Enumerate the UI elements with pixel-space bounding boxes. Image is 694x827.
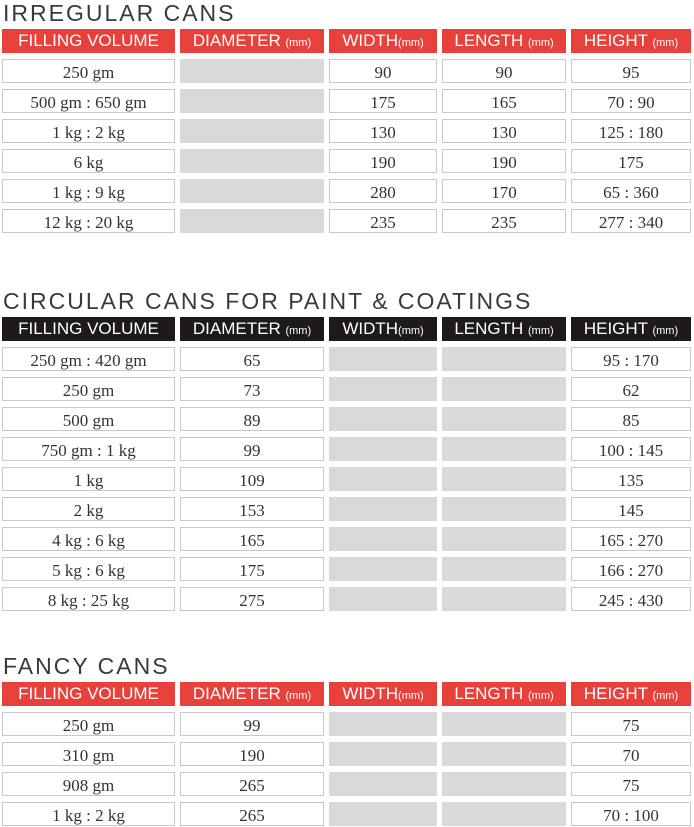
column-header-width	[329, 682, 437, 706]
cell-height: 165 : 270	[571, 527, 691, 551]
cell-height: 75	[571, 772, 691, 796]
cell-width: 190	[329, 149, 437, 173]
column-header-diameter	[180, 29, 324, 53]
cell-width	[329, 772, 437, 796]
column-header-label: DIAMETER	[192, 319, 286, 338]
column-header-unit: (mm)	[652, 690, 679, 702]
cell-diameter: 89	[180, 407, 324, 431]
column-header-filling-volume	[2, 682, 175, 706]
table-row	[0, 59, 694, 83]
column-header-unit: (mm)	[285, 690, 312, 702]
cell-length: 170	[442, 179, 566, 203]
column-header-label: WIDTH	[342, 319, 399, 338]
cell-length	[442, 347, 566, 371]
cell-filling-volume: 500 gm : 650 gm	[2, 89, 175, 113]
column-header-unit: (mm)	[285, 325, 312, 337]
column-header-label: DIAMETER	[192, 684, 286, 703]
cell-width: 280	[329, 179, 437, 203]
column-header-length	[442, 317, 566, 341]
cell-height: 95	[571, 59, 691, 83]
column-header-label: FILLING VOLUME	[18, 319, 159, 338]
cell-length: 165	[442, 89, 566, 113]
cell-height: 166 : 270	[571, 557, 691, 581]
cell-width: 175	[329, 89, 437, 113]
table-row	[0, 467, 694, 491]
cell-height: 85	[571, 407, 691, 431]
cell-length	[442, 407, 566, 431]
cell-diameter: 165	[180, 527, 324, 551]
table-row	[0, 149, 694, 173]
cell-filling-volume: 250 gm	[2, 59, 175, 83]
cell-diameter: 265	[180, 802, 324, 826]
column-header-width	[329, 29, 437, 53]
cell-diameter	[180, 89, 324, 113]
column-header-label: HEIGHT	[583, 31, 653, 50]
cell-filling-volume: 1 kg	[2, 467, 175, 491]
column-header-label: HEIGHT	[583, 319, 653, 338]
column-header-label: FILLING VOLUME	[18, 684, 159, 703]
cell-width: 90	[329, 59, 437, 83]
table-row	[0, 772, 694, 796]
cell-width	[329, 742, 437, 766]
cell-filling-volume: 1 kg : 2 kg	[2, 119, 175, 143]
cell-diameter: 153	[180, 497, 324, 521]
cell-filling-volume: 6 kg	[2, 149, 175, 173]
cell-length	[442, 527, 566, 551]
cell-length	[442, 587, 566, 611]
table-row	[0, 89, 694, 113]
cell-length	[442, 712, 566, 736]
cell-width: 130	[329, 119, 437, 143]
column-header-label: WIDTH	[342, 31, 399, 50]
cell-length	[442, 377, 566, 401]
cell-length	[442, 742, 566, 766]
cell-length	[442, 772, 566, 796]
table-header-row	[0, 317, 694, 341]
column-header-filling-volume	[2, 317, 175, 341]
section-title: FANCY CANS	[3, 653, 170, 679]
cell-diameter: 99	[180, 712, 324, 736]
column-header-unit: (mm)	[652, 325, 679, 337]
cell-width	[329, 437, 437, 461]
cell-width	[329, 557, 437, 581]
column-header-height	[571, 29, 691, 53]
cell-height: 100 : 145	[571, 437, 691, 461]
cell-width	[329, 347, 437, 371]
cell-width	[329, 377, 437, 401]
cell-width	[329, 527, 437, 551]
cell-diameter	[180, 59, 324, 83]
cell-height: 277 : 340	[571, 209, 691, 233]
cell-diameter: 65	[180, 347, 324, 371]
cell-length: 90	[442, 59, 566, 83]
table-row	[0, 407, 694, 431]
table-row	[0, 179, 694, 203]
column-header-label: WIDTH	[342, 684, 399, 703]
cell-height: 145	[571, 497, 691, 521]
cell-filling-volume: 12 kg : 20 kg	[2, 209, 175, 233]
table-row	[0, 437, 694, 461]
column-header-unit: (mm)	[398, 325, 424, 337]
table-header-row	[0, 682, 694, 706]
cell-height: 175	[571, 149, 691, 173]
cell-diameter	[180, 179, 324, 203]
cell-height: 245 : 430	[571, 587, 691, 611]
cell-diameter: 175	[180, 557, 324, 581]
cell-diameter: 109	[180, 467, 324, 491]
cell-diameter: 265	[180, 772, 324, 796]
column-header-unit: (mm)	[398, 37, 424, 49]
column-header-unit: (mm)	[528, 325, 554, 337]
cell-height: 70 : 100	[571, 802, 691, 826]
cell-filling-volume: 2 kg	[2, 497, 175, 521]
cell-width	[329, 712, 437, 736]
cell-width: 235	[329, 209, 437, 233]
column-header-unit: (mm)	[528, 690, 554, 702]
cell-length: 190	[442, 149, 566, 173]
cell-filling-volume: 250 gm	[2, 377, 175, 401]
table-row	[0, 712, 694, 736]
cell-length: 130	[442, 119, 566, 143]
cell-height: 62	[571, 377, 691, 401]
cell-filling-volume: 500 gm	[2, 407, 175, 431]
cell-filling-volume: 4 kg : 6 kg	[2, 527, 175, 551]
cell-width	[329, 467, 437, 491]
table-row	[0, 119, 694, 143]
cell-length	[442, 557, 566, 581]
cell-height: 135	[571, 467, 691, 491]
cell-width	[329, 497, 437, 521]
cell-diameter: 99	[180, 437, 324, 461]
column-header-height	[571, 682, 691, 706]
column-header-label: LENGTH	[454, 684, 529, 703]
column-header-height	[571, 317, 691, 341]
cell-width	[329, 802, 437, 826]
column-header-label: LENGTH	[454, 31, 529, 50]
column-header-filling-volume	[2, 29, 175, 53]
cell-filling-volume: 750 gm : 1 kg	[2, 437, 175, 461]
table-row	[0, 742, 694, 766]
column-header-diameter	[180, 682, 324, 706]
cell-height: 95 : 170	[571, 347, 691, 371]
cell-diameter: 190	[180, 742, 324, 766]
section-title: CIRCULAR CANS FOR PAINT & COATINGS	[3, 288, 533, 314]
column-header-label: HEIGHT	[583, 684, 653, 703]
cell-height: 70 : 90	[571, 89, 691, 113]
cell-height: 125 : 180	[571, 119, 691, 143]
cell-length	[442, 437, 566, 461]
column-header-diameter	[180, 317, 324, 341]
column-header-length	[442, 29, 566, 53]
cell-filling-volume: 1 kg : 2 kg	[2, 802, 175, 826]
cell-length	[442, 802, 566, 826]
table-row	[0, 527, 694, 551]
table-row	[0, 497, 694, 521]
cell-filling-volume: 250 gm : 420 gm	[2, 347, 175, 371]
cell-height: 70	[571, 742, 691, 766]
cell-length	[442, 467, 566, 491]
column-header-length	[442, 682, 566, 706]
table-row	[0, 347, 694, 371]
table-header-row	[0, 29, 694, 53]
cell-filling-volume: 5 kg : 6 kg	[2, 557, 175, 581]
table-row	[0, 377, 694, 401]
column-header-label: FILLING VOLUME	[18, 31, 159, 50]
cell-length	[442, 497, 566, 521]
cell-length: 235	[442, 209, 566, 233]
column-header-width	[329, 317, 437, 341]
cell-width	[329, 587, 437, 611]
cell-width	[329, 407, 437, 431]
cell-filling-volume: 8 kg : 25 kg	[2, 587, 175, 611]
cell-height: 65 : 360	[571, 179, 691, 203]
cell-diameter	[180, 119, 324, 143]
cell-filling-volume: 908 gm	[2, 772, 175, 796]
column-header-label: LENGTH	[454, 319, 529, 338]
column-header-unit: (mm)	[398, 690, 424, 702]
cell-diameter	[180, 149, 324, 173]
cell-filling-volume: 250 gm	[2, 712, 175, 736]
cell-filling-volume: 310 gm	[2, 742, 175, 766]
column-header-unit: (mm)	[285, 37, 312, 49]
table-row	[0, 209, 694, 233]
cell-diameter: 275	[180, 587, 324, 611]
table-row	[0, 587, 694, 611]
table-row	[0, 557, 694, 581]
cell-height: 75	[571, 712, 691, 736]
cell-diameter: 73	[180, 377, 324, 401]
column-header-unit: (mm)	[652, 37, 679, 49]
column-header-label: DIAMETER	[192, 31, 286, 50]
section-title: IRREGULAR CANS	[3, 0, 236, 26]
table-row	[0, 802, 694, 826]
column-header-unit: (mm)	[528, 37, 554, 49]
cell-diameter	[180, 209, 324, 233]
cell-filling-volume: 1 kg : 9 kg	[2, 179, 175, 203]
